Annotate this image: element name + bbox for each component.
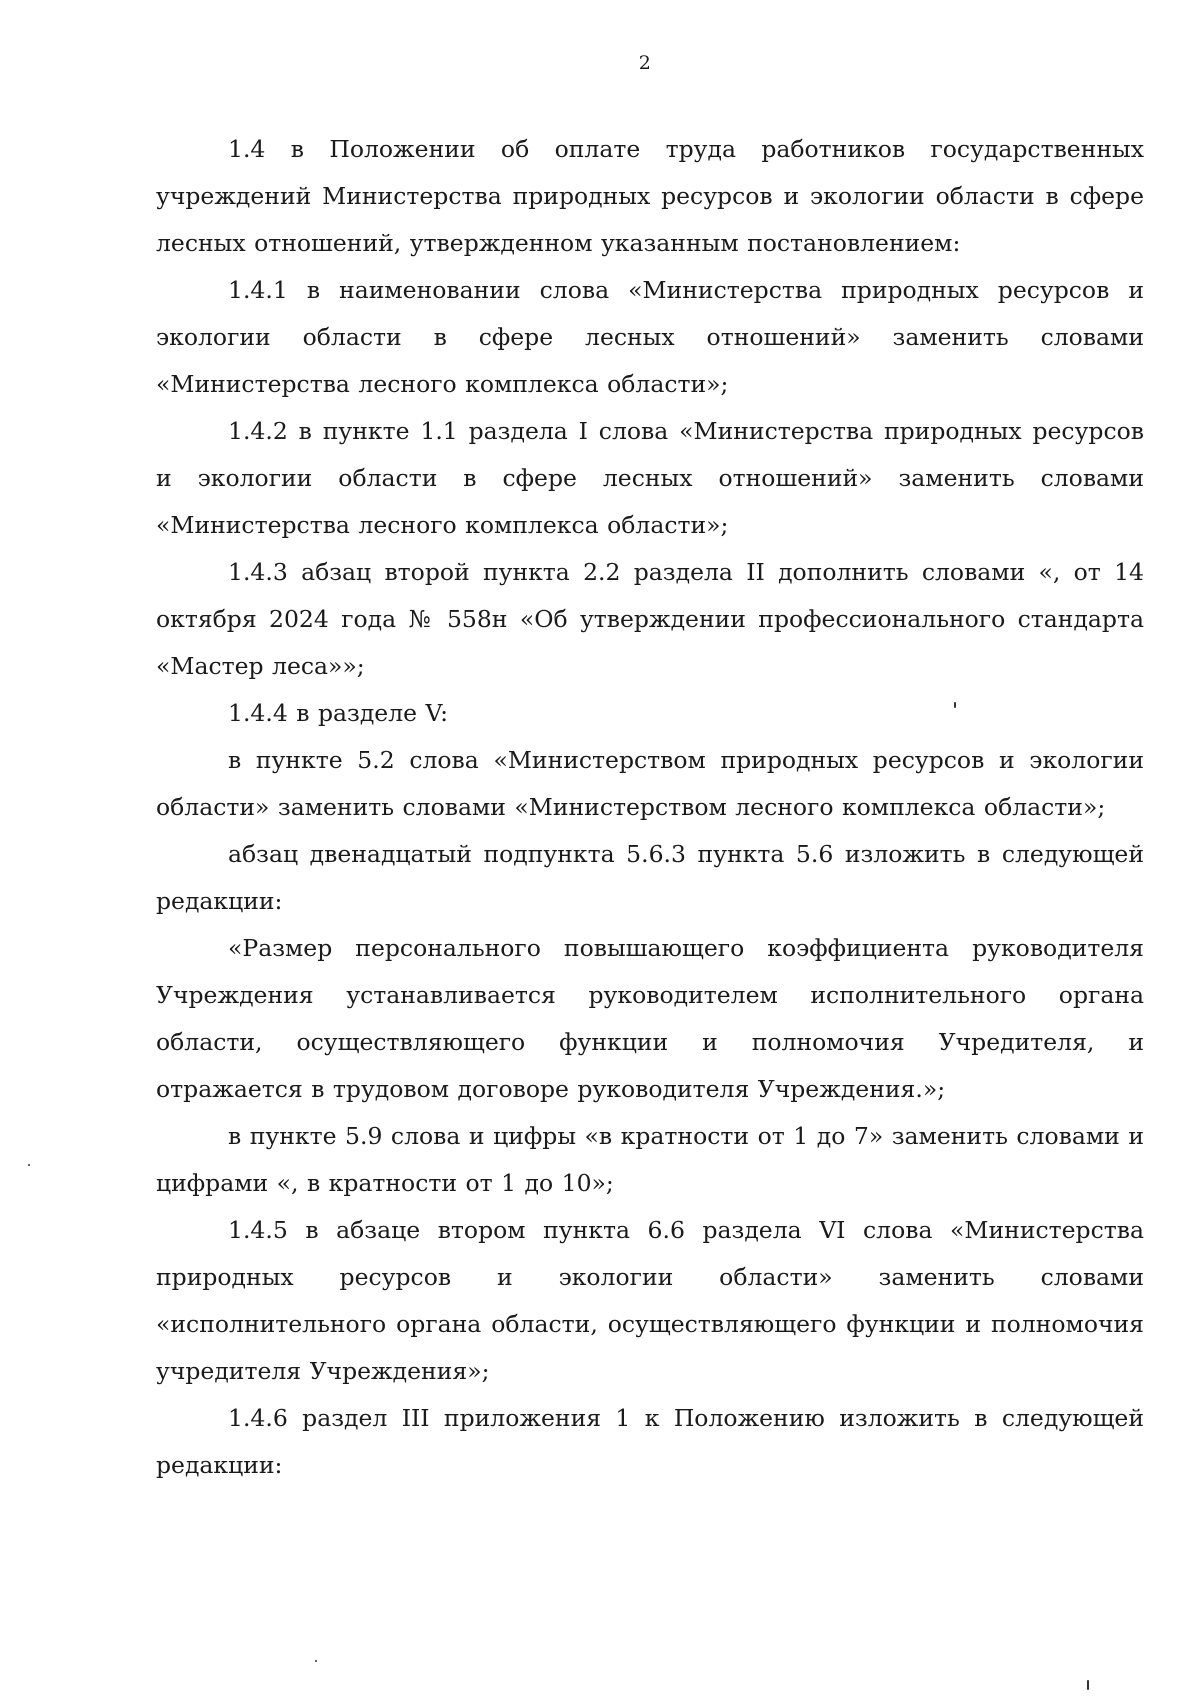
scan-speck [28, 1164, 30, 1166]
paragraph-5-2: в пункте 5.2 слова «Министерством природных ресурсов и экологии области» заменить словами «Министерством лесного комплекса области»; [156, 746, 1144, 821]
document-body [156, 126, 1144, 1489]
paragraph-1-4-5: 1.4.5 в абзаце втором пункта 6.6 раздела VI слова «Министерства природных ресурсов и экологии области» заменить словами «исполнительного органа области, осуществляющего функции и полномочия учредителя Учреждения»; [156, 1216, 1144, 1385]
paragraph-5-6-3: абзац двенадцатый подпункта 5.6.3 пункта 5.6 изложить в следующей редакции: [156, 840, 1144, 915]
paragraph-quoted-text: «Размер персонального повышающего коэффициента руководителя Учреждения устанавливается руководителем исполнительного органа области, осуществляющего функции и полномочия Учредителя, и отражается в трудовом договоре руководителя Учреждения.»; [156, 934, 1144, 1103]
paragraph-1-4-3: 1.4.3 абзац второй пункта 2.2 раздела II дополнить словами «, от 14 октября 2024 года № 558н «Об утверждении профессионального стандарта «Мастер леса»»; [156, 558, 1144, 680]
paragraph-1-4-2: 1.4.2 в пункте 1.1 раздела I слова «Министерства природных ресурсов и экологии области в сфере лесных отношений» заменить словами «Министерства лесного комплекса области»; [156, 417, 1144, 539]
scan-speck [954, 702, 956, 708]
scan-speck [1087, 1680, 1089, 1690]
paragraph-1-4-1: 1.4.1 в наименовании слова «Министерства природных ресурсов и экологии области в сфере лесных отношений» заменить словами «Министерства лесного комплекса области»; [156, 276, 1144, 398]
paragraph-1-4-6: 1.4.6 раздел III приложения 1 к Положению изложить в следующей редакции: [156, 1404, 1144, 1479]
scan-speck [315, 1660, 317, 1662]
paragraph-1-4: 1.4 в Положении об оплате труда работников государственных учреждений Министерства природных ресурсов и экологии области в сфере лесных отношений, утвержденном указанным постановлением: [156, 135, 1144, 257]
page-number: 2 [638, 52, 652, 74]
paragraph-1-4-4: 1.4.4 в разделе V: [228, 699, 449, 727]
paragraph-5-9: в пункте 5.9 слова и цифры «в кратности от 1 до 7» заменить словами и цифрами «, в кратности от 1 до 10»; [156, 1122, 1144, 1197]
